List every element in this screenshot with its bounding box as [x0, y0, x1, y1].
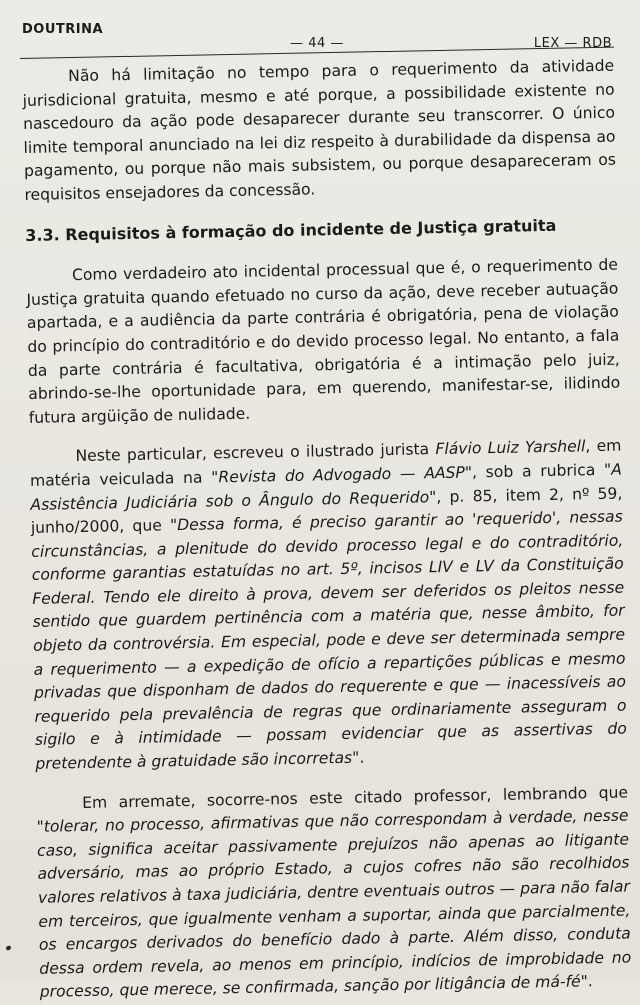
p4-text-2: .	[587, 972, 593, 991]
paragraph-2: Como verdadeiro ato incidental processual que é, o requerimento de Justiça gratuita quando efetuado no curso da ação, deve receber autuação apartada, e a audiência da parte contrária é obrigatória, pena de violação do princípio do contraditório e do devido processo legal. No entanto, a fala da parte contrária é facultativa, obrigatória é a intimação pelo juiz, abrindo-se-lhe oportunidade para, em querendo, manifestar-se, ilidindo futura argüição de nulidade.	[26, 255, 621, 427]
ink-mark	[5, 945, 11, 951]
body-text	[22, 55, 632, 1005]
paragraph-3	[29, 435, 627, 777]
magazine-title: "Revista do Advogado — AASP"	[211, 463, 473, 487]
closing-quote: "tolerar, no processo, afirmativas que não correspondam à verdade, nesse caso, significa aceitar passivamente prejuízos não apenas ao litigante adversário, mas ao próprio Estado, a cujos cofres não são recolhidos valores relativos à taxa judiciária, dentre eventuais outros — para não falar em terceiros, que igualmente venham a suportar, ainda que parcialmente, os encargos derivados do benefício dado à parte. Além disso, conduta dessa ordem revela, ao menos em princípio, indícios de improbidade no processo, que merece, se confirmada, sanção por litigância de má-fé"	[36, 806, 632, 1002]
journal-label: LEX — RDB	[533, 36, 612, 51]
section-heading: 3.3. Requisitos à formação do incidente de Justiça gratuita	[25, 215, 557, 245]
rubric-title: "A Assistência Judiciária sob o Ângulo do Requerido"	[30, 460, 623, 514]
p4-text-1: Em arremate, socorre-nos este citado professor, lembrando que	[81, 783, 629, 812]
p3-text-1: Neste particular, escreveu o ilustrado jurista	[75, 440, 436, 466]
section-label: DOUTRINA	[22, 22, 104, 37]
paragraph-1: Não há limitação no tempo para o requerimento da atividade jurisdicional gratuita, mesmo e até porque, a possibilidade existente no nascedouro da ação pode desaparecer durante seu transcorrer. O único limite temporal anunciado na lei diz respeito à durabilidade da dispensa ao pagamento, ou porque não mais subsistem, ou porque desapareceram os requisitos ensejadores da concessão.	[22, 56, 617, 204]
p3-text-2: , em matéria veiculada na	[29, 436, 622, 490]
paragraph-4	[36, 781, 632, 1005]
page-number: — 44 —	[290, 36, 344, 51]
yarshell-quote: "Dessa forma, é preciso garantir ao 'requerido', nessas circunstâncias, a plenitude do devido processo legal e do contraditório, conforme garantias estatuídas no art. 5º, incisos LIV e LV da Constituição Federal. Tendo ele direito à prova, devem ser deferidos os pleitos nesse sentido que guardem pertinência com a matéria que, nesse âmbito, for objeto da controvérsia. Em especial, pode e deve ser determinada sempre a requerimento — a expedição de ofício a repartições públicas e mesmo privadas que disponham de dados do requerente e que — inacessíveis ao requerido pela prevalência de regras que ordinariamente asseguram o sigilo e à intimidade — possam evidenciar que as assertivas do pretendente à gratuidade são incorretas"	[31, 507, 628, 773]
p3-text-4: , p. 85, item 2, nº 59, junho/2000, que	[30, 484, 623, 538]
p3-text-3: , sob a rubrica	[471, 460, 605, 482]
author-name: Flávio Luiz Yarshell	[435, 437, 586, 459]
p3-text-5: .	[359, 748, 365, 767]
